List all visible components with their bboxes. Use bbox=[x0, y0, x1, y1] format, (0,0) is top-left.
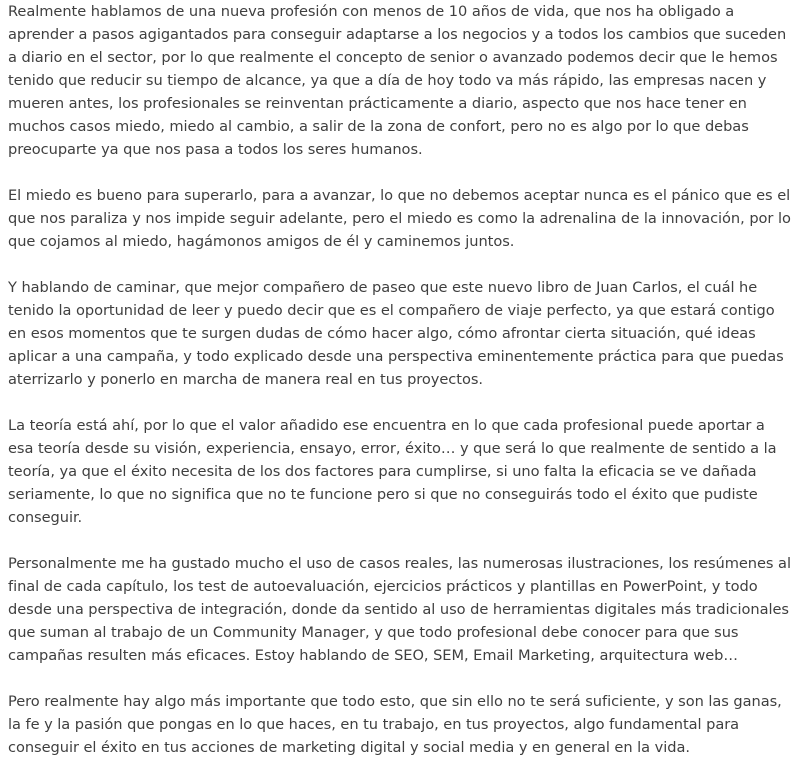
paragraph-1: Realmente hablamos de una nueva profesión con menos de 10 años de vida, que nos ha obligado a aprender a pasos agigantados para conseguir adaptarse a los negocios y a todos los cambios que suceden a diario en el sector, por lo que realmente el concepto de senior o avanzado podemos decir que le hemos tenido que reducir su tiempo de alcance, ya que a día de hoy todo va más rápido, las empresas nacen y mueren antes, los profesionales se reinventan prácticamente a diario, aspecto que nos hace tener en muchos casos miedo, miedo al cambio, a salir de la zona de confort, pero no es algo por lo que debas preocuparte ya que nos pasa a todos los seres humanos. bbox=[8, 3, 787, 158]
article-body bbox=[8, 0, 794, 782]
paragraph-3: Y hablando de caminar, que mejor compañero de paseo que este nuevo libro de Juan Carlos, el cuál he tenido la oportunidad de leer y puedo decir que es el compañero de viaje perfecto, ya que estará contigo en esos momentos que te surgen dudas de cómo hacer algo, cómo afrontar cierta situación, qué ideas aplicar a una campaña, y todo explicado desde una perspectiva eminentemente práctica para que puedas aterrizarlo y ponerlo en marcha de manera real en tus proyectos. bbox=[8, 279, 784, 388]
paragraph-5: Personalmente me ha gustado mucho el uso de casos reales, las numerosas ilustraciones, los resúmenes al final de cada capítulo, los test de autoevaluación, ejercicios prácticos y plantillas en PowerPoint, y todo desde una perspectiva de integración, donde da sentido al uso de herramientas digitales más tradicionales que suman al trabajo de un Community Manager, y que todo profesional debe conocer para que sus campañas resulten más eficaces. Estoy hablando de SEO, SEM, Email Marketing, arquitectura web… bbox=[8, 555, 791, 664]
paragraph-4: La teoría está ahí, por lo que el valor añadido ese encuentra en lo que cada profesional puede aportar a esa teoría desde su visión, experiencia, ensayo, error, éxito… y que será lo que realmente de sentido a la teoría, ya que el éxito necesita de los dos factores para cumplirse, si uno falta la eficacia se ve dañada seriamente, lo que no significa que no te funcione pero si que no conseguirás todo el éxito que pudiste conseguir. bbox=[8, 417, 777, 526]
paragraph-2: El miedo es bueno para superarlo, para a avanzar, lo que no debemos aceptar nunca es el pánico que es el que nos paraliza y nos impide seguir adelante, pero el miedo es como la adrenalina de la innovación, por lo que cojamos al miedo, hagámonos amigos de él y caminemos juntos. bbox=[8, 187, 791, 250]
paragraph-6: Pero realmente hay algo más importante que todo esto, que sin ello no te será suficiente, y son las ganas, la fe y la pasión que pongas en lo que haces, en tu trabajo, en tus proyectos, algo fundamental para conseguir el éxito en tus acciones de marketing digital y social media y en general en la vida. bbox=[8, 693, 782, 756]
